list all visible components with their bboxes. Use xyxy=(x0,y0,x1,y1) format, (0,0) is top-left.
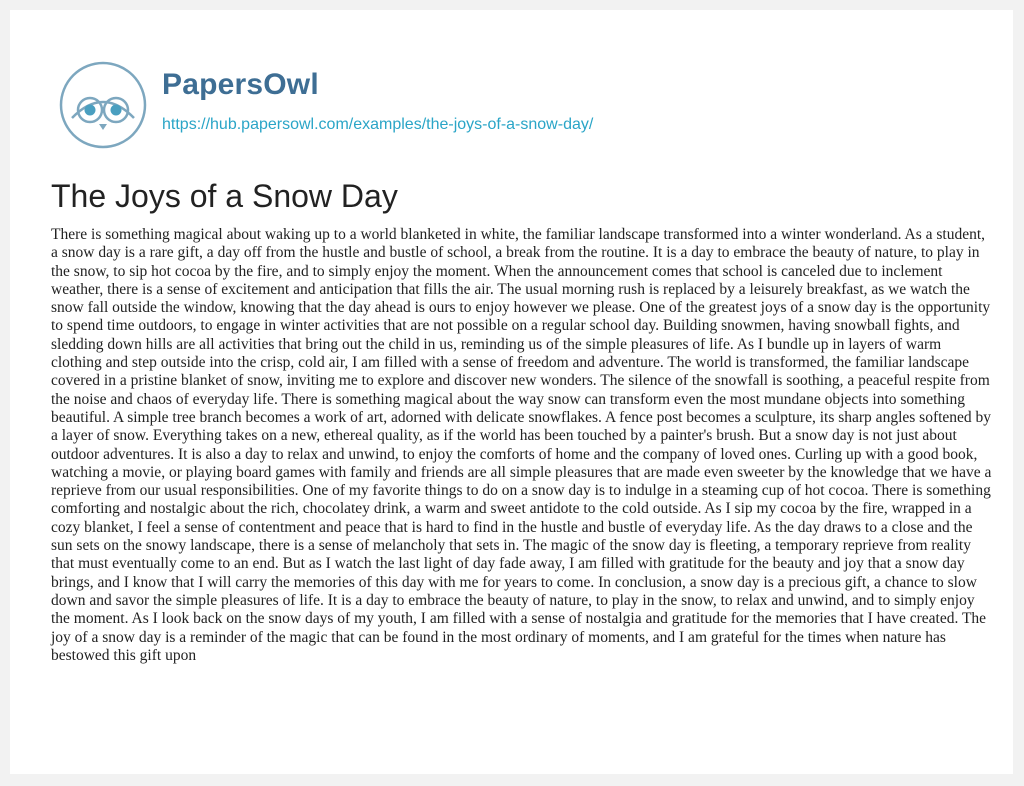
essay-card xyxy=(10,10,1013,774)
source-url-link[interactable]: https://hub.papersowl.com/examples/the-joys-of-a-snow-day/ xyxy=(162,116,594,133)
owl-logo-icon xyxy=(58,60,148,150)
brand-name: PapersOwl xyxy=(162,68,319,101)
essay-title: The Joys of a Snow Day xyxy=(51,178,398,214)
essay-body: There is something magical about waking up to a world blanketed in white, the familiar landscape transformed into a winter wonderland. As a student, a snow day is a rare gift, a day off from the hustle and bustle of school, a break from the routine. It is a day to embrace the beauty of nature, to play in the snow, to sip hot cocoa by the fire, and to simply enjoy the moment. When the announcement comes that school is canceled due to inclement weather, there is a sense of excitement and anticipation that fills the air. The usual morning rush is replaced by a leisurely breakfast, as we watch the snow fall outside the window, knowing that the day ahead is ours to enjoy however we please. One of the greatest joys of a snow day is the opportunity to spend time outdoors, to engage in winter activities that are not possible on a regular school day. Building snowmen, having snowball fights, and sledding down hills are all activities that bring out the child in us, reminding us of the simple pleasures of life. As I bundle up in layers of warm clothing and step outside into the crisp, cold air, I am filled with a sense of freedom and adventure. The world is transformed, the familiar landscape covered in a pristine blanket of snow, inviting me to explore and discover new wonders. The silence of the snowfall is soothing, a peaceful respite from the noise and chaos of everyday life. There is something magical about the way snow can transform even the most mundane objects into something beautiful. A simple tree branch becomes a work of art, adorned with delicate snowflakes. A fence post becomes a sculpture, its sharp angles softened by a layer of snow. Everything takes on a new, ethereal quality, as if the world has been touched by a painter's brush. But a snow day is not just about outdoor adventures. It is also a day to relax and unwind, to enjoy the comforts of home and the company of loved ones. Curling up with a good book, watching a movie, or playing board games with family and friends are all simple pleasures that are made even sweeter by the knowledge that we have a reprieve from our usual responsibilities. One of my favorite things to do on a snow day is to indulge in a steaming cup of hot cocoa. There is something comforting and nostalgic about the rich, chocolatey drink, a warm and sweet antidote to the cold outside. As I sip my cocoa by the fire, wrapped in a cozy blanket, I feel a sense of contentment and peace that is hard to find in the hustle and bustle of everyday life. As the day draws to a close and the sun sets on the snowy landscape, there is a sense of melancholy that sets in. The magic of the snow day is fleeting, a temporary reprieve from reality that must eventually come to an end. But as I watch the last light of day fade away, I am filled with gratitude for the beauty and joy that a snow day brings, and I know that I will carry the memories of this day with me for years to come. In conclusion, a snow day is a precious gift, a chance to slow down and savor the simple pleasures of life. It is a day to embrace the beauty of nature, to play in the snow, to relax and unwind, and to simply enjoy the moment. As I look back on the snow days of my youth, I am filled with a sense of nostalgia and gratitude for the memories that I have created. The joy of a snow day is a reminder of the magic that can be found in the most ordinary of moments, and I am grateful for the times when nature has bestowed this gift upon xyxy=(51,226,992,664)
